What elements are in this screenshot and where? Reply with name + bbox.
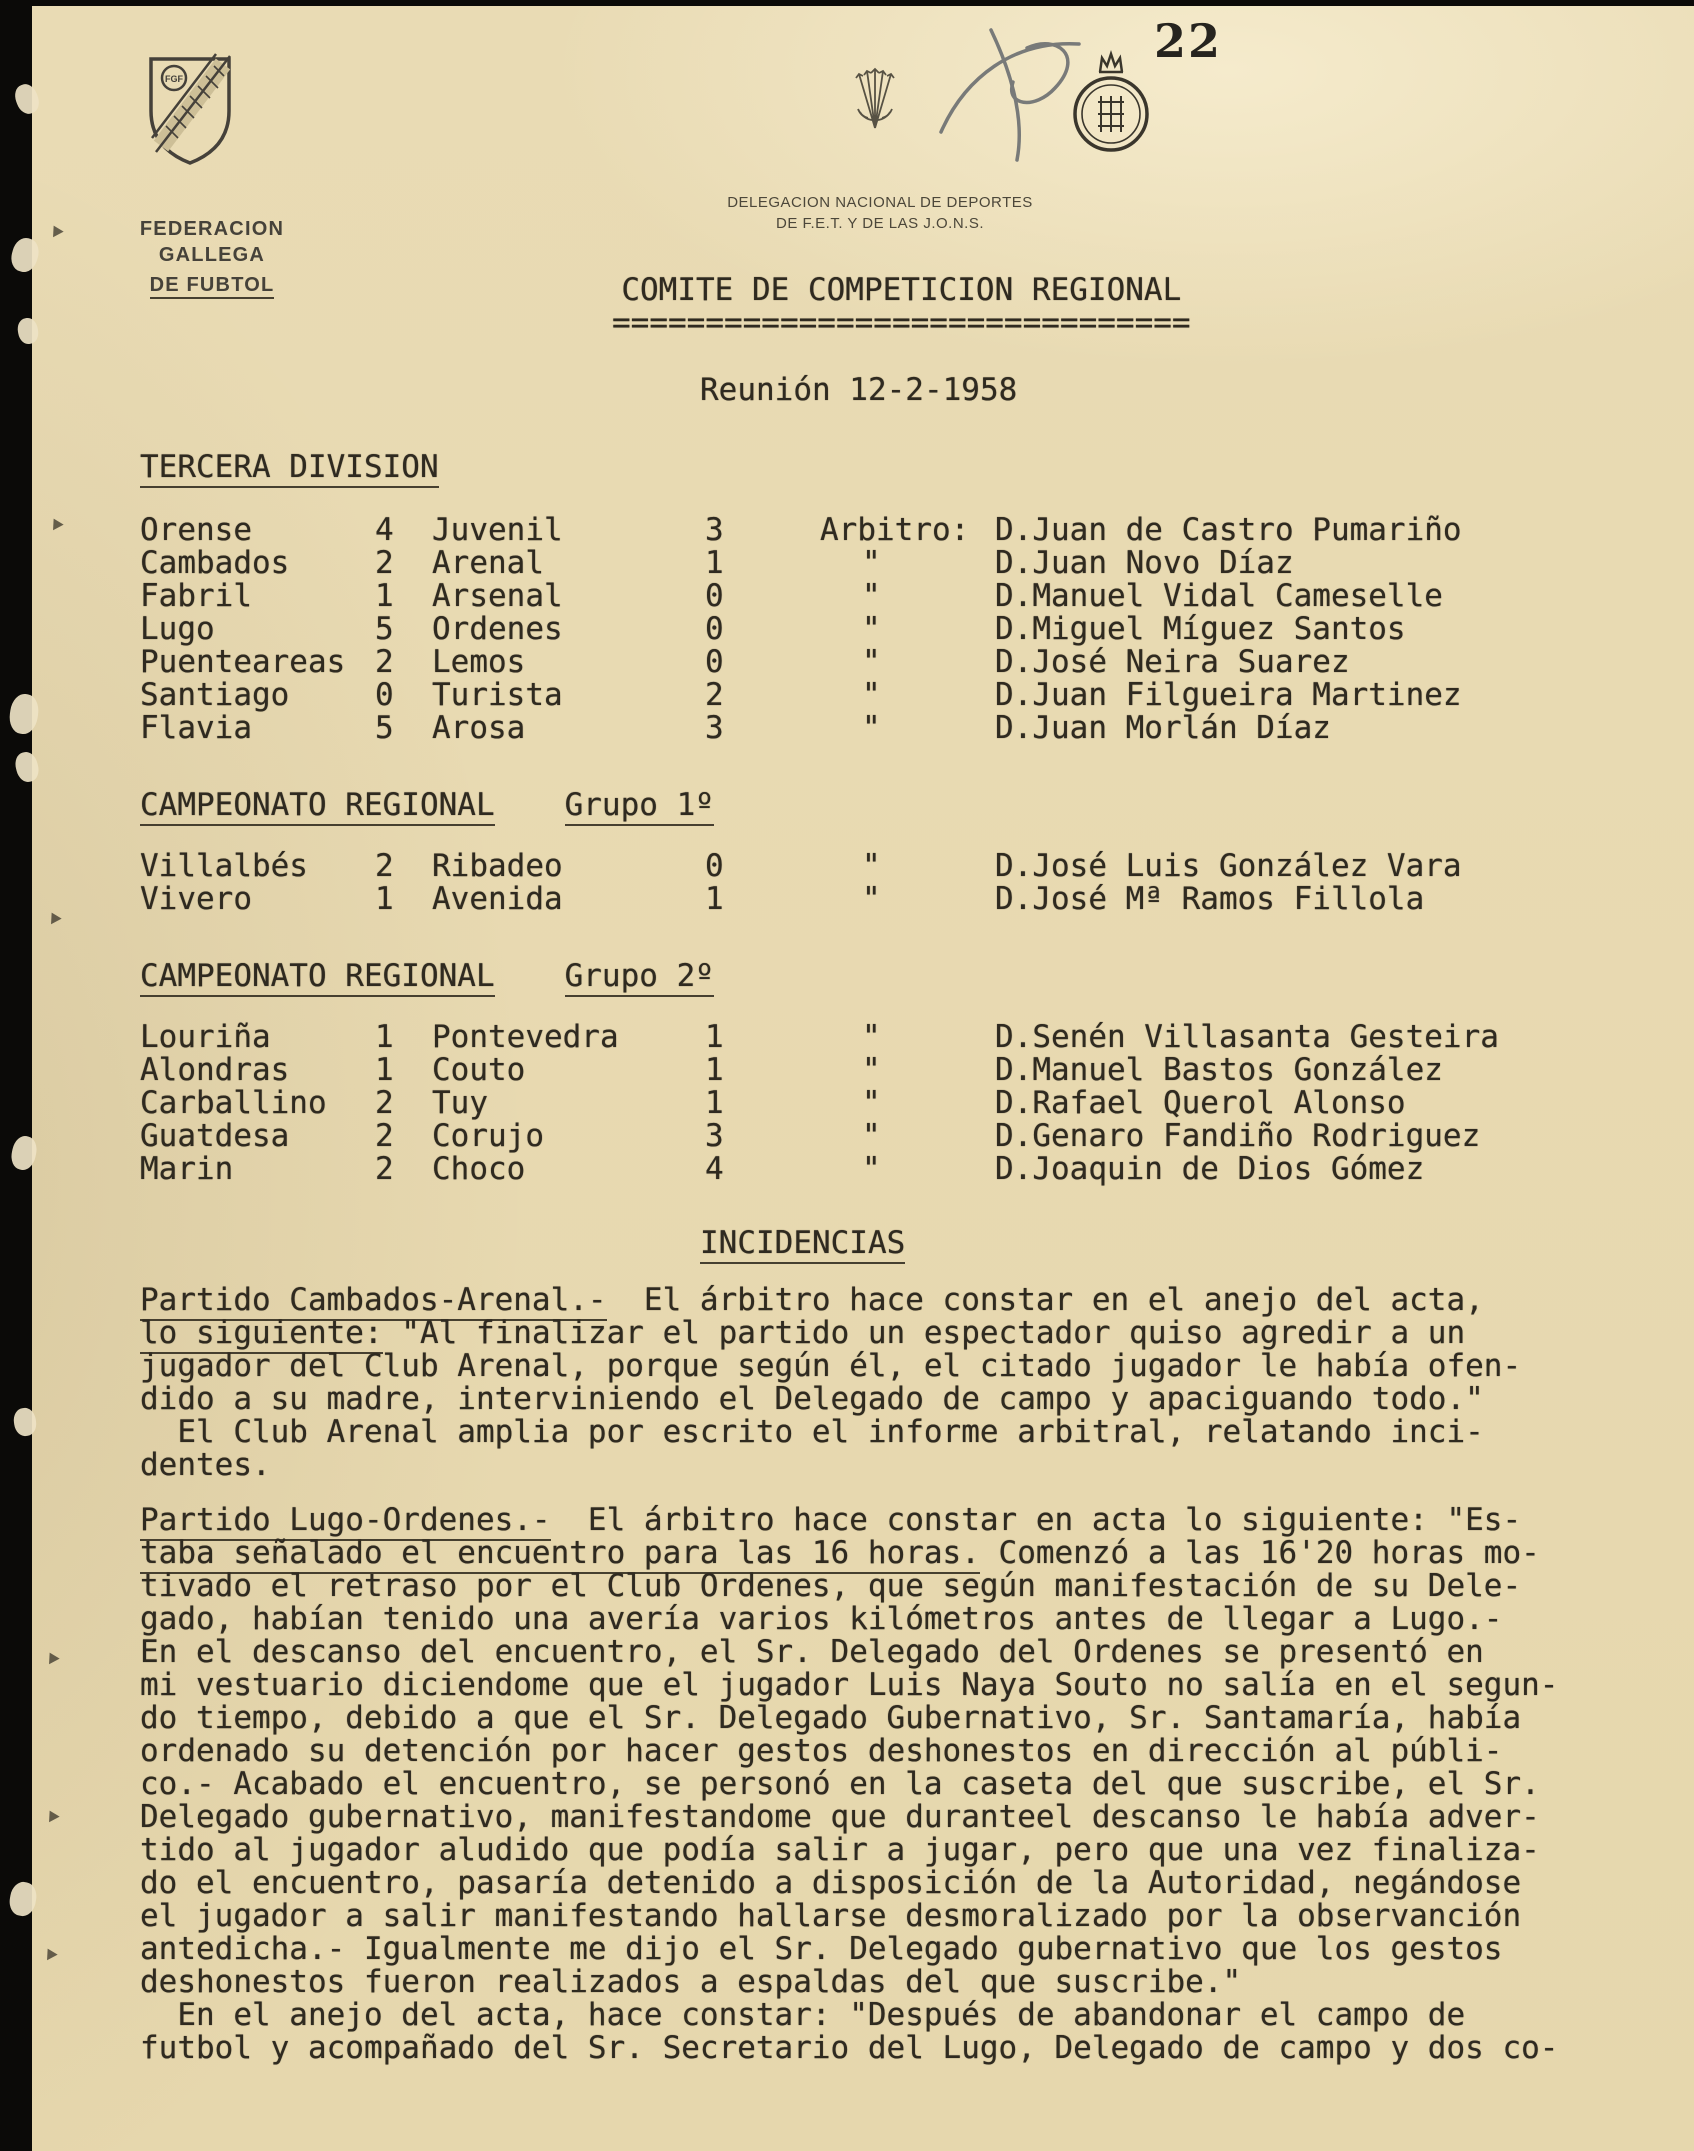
text-line: [140, 1933, 1654, 1966]
title-underline: ===============================: [612, 305, 1191, 341]
line-text: Comenzó a las 16'20 horas mo-: [979, 1535, 1540, 1571]
referee-name: D.Joaquin de Dios Gómez: [995, 1151, 1425, 1187]
document-body: [32, 451, 1694, 2065]
federation-name: [90, 216, 334, 298]
referee-name: D.Rafael Querol Alonso: [995, 1085, 1406, 1121]
text-line: [140, 2032, 1654, 2065]
meeting-date: Reunión 12-2-1958: [700, 372, 1018, 408]
delegation-name-line2: DE F.E.T. Y DE LAS J.O.N.S.: [775, 215, 984, 232]
home-score: 2: [375, 545, 394, 581]
home-team: Flavia: [140, 710, 252, 746]
line-text: el jugador a salir manifestando hallarse desmoralizado por la observanción: [140, 1898, 1522, 1934]
home-score: 5: [375, 710, 394, 746]
arbitro-ditto-mark: ": [862, 545, 881, 581]
away-score: 2: [705, 677, 724, 713]
text-line: [140, 1636, 1654, 1669]
federation-shield-emblem: [144, 52, 236, 170]
arbitro-ditto-mark: ": [862, 848, 881, 884]
text-line: [140, 1449, 1654, 1482]
arbitro-ditto-mark: ": [862, 677, 881, 713]
underlined-text: taba señalado el encuentro para las 16 horas.: [140, 1535, 980, 1574]
match-table: [140, 850, 1654, 916]
match-row: [140, 1087, 1654, 1120]
match-table: [140, 1021, 1654, 1186]
text-line: [140, 1834, 1654, 1867]
text-line: [140, 1768, 1654, 1801]
home-team: Fabril: [140, 578, 252, 614]
match-row: [140, 1120, 1654, 1153]
incidencias-paragraph: [140, 1284, 1654, 1416]
incidencias-paragraphs: [140, 1284, 1654, 2065]
home-score: 1: [375, 881, 394, 917]
home-team: Guatdesa: [140, 1118, 290, 1154]
results-section: [140, 789, 1654, 916]
incidencias-paragraph: [140, 1504, 1654, 1999]
match-row: [140, 883, 1654, 916]
delegation-name-line1: DELEGACION NACIONAL DE DEPORTES: [727, 194, 1033, 211]
referee-name: D.Manuel Bastos González: [995, 1052, 1443, 1088]
referee-name: D.Miguel Míguez Santos: [995, 611, 1406, 647]
arbitro-ditto-mark: ": [862, 710, 881, 746]
match-row: [140, 580, 1654, 613]
line-text: En el anejo del acta, hace constar: "Después de abandonar el campo de: [140, 1997, 1466, 2033]
line-text: gado, habían tenido una avería varios kilómetros antes de llegar a Lugo.-: [140, 1601, 1503, 1637]
away-score: 1: [705, 881, 724, 917]
results-section: [140, 960, 1654, 1186]
text-line: [140, 1416, 1654, 1449]
line-text: Delegado gubernativo, manifestandome que duranteel descanso le había adver-: [140, 1799, 1540, 1835]
away-score: 1: [705, 1085, 724, 1121]
away-team: Ordenes: [432, 611, 563, 647]
document-header: [32, 6, 1694, 451]
home-team: Alondras: [140, 1052, 290, 1088]
referee-name: D.Juan Morlán Díaz: [995, 710, 1331, 746]
text-line: [140, 1603, 1654, 1636]
federation-name-line2: DE FUBTOL: [150, 274, 275, 299]
document-paper: [32, 6, 1694, 2151]
arbitro-label: Arbitro:: [820, 512, 970, 548]
arbitro-ditto-mark: ": [862, 1019, 881, 1055]
match-row: [140, 850, 1654, 883]
home-team: Villalbés: [140, 848, 308, 884]
arbitro-ditto-mark: ": [862, 1118, 881, 1154]
text-line: [140, 1801, 1654, 1834]
away-team: Arsenal: [432, 578, 563, 614]
away-score: 1: [705, 1052, 724, 1088]
line-text: El Club Arenal amplia por escrito el informe arbitral, relatando inci-: [140, 1414, 1484, 1450]
line-text: mi vestuario diciendome que el jugador Luis Naya Souto no salía en el segun-: [140, 1667, 1559, 1703]
arbitro-ditto-mark: ": [862, 578, 881, 614]
text-line: [140, 1284, 1654, 1317]
text-line: [140, 1867, 1654, 1900]
line-text: En el descanso del encuentro, el Sr. Delegado del Ordenes se presentó en: [140, 1634, 1484, 1670]
line-text: dentes.: [140, 1447, 271, 1483]
incidencias-paragraph: [140, 1416, 1654, 1482]
referee-name: D.Juan Novo Díaz: [995, 545, 1294, 581]
text-line: [140, 1900, 1654, 1933]
text-line: [140, 1317, 1654, 1350]
home-score: 4: [375, 512, 394, 548]
home-team: Vivero: [140, 881, 252, 917]
referee-name: D.José Luis González Vara: [995, 848, 1462, 884]
home-team: Marin: [140, 1151, 234, 1187]
away-team: Arosa: [432, 710, 526, 746]
away-score: 3: [705, 1118, 724, 1154]
referee-name: D.José Mª Ramos Fillola: [995, 881, 1425, 917]
line-text: ordenado su detención por hacer gestos deshonestos en dirección al públi-: [140, 1733, 1503, 1769]
away-score: 1: [705, 1019, 724, 1055]
away-score: 0: [705, 611, 724, 647]
home-score: 0: [375, 677, 394, 713]
section-group-label: Grupo 1º: [565, 787, 714, 826]
home-score: 2: [375, 1085, 394, 1121]
home-score: 5: [375, 611, 394, 647]
svg-text:FGF: FGF: [165, 74, 183, 84]
away-team: Ribadeo: [432, 848, 563, 884]
line-text: tido al jugador aludido que podía salir a jugar, pero que una vez finaliza-: [140, 1832, 1540, 1868]
arbitro-ditto-mark: ": [862, 1052, 881, 1088]
line-text: do el encuentro, pasaría detenido a disposición de la Autoridad, negándose: [140, 1865, 1522, 1901]
arbitro-ditto-mark: ": [862, 644, 881, 680]
referee-name: D.Manuel Vidal Cameselle: [995, 578, 1443, 614]
text-line: [140, 1735, 1654, 1768]
away-team: Juvenil: [432, 512, 563, 548]
arbitro-ditto-mark: ": [862, 1151, 881, 1187]
home-score: 1: [375, 1019, 394, 1055]
home-team: Santiago: [140, 677, 290, 713]
home-team: Cambados: [140, 545, 290, 581]
away-team: Avenida: [432, 881, 563, 917]
line-text: co.- Acabado el encuentro, se personó en la caseta del que suscribe, el Sr.: [140, 1766, 1540, 1802]
home-score: 1: [375, 1052, 394, 1088]
title-text: COMITE DE COMPETICION REGIONAL: [621, 272, 1182, 308]
section-heading: [140, 960, 1654, 993]
underlined-text: lo siguiente:: [140, 1315, 383, 1354]
match-row: [140, 712, 1654, 745]
away-team: Couto: [432, 1052, 526, 1088]
line-text: "Al finalizar el partido un espectador quiso agredir a un: [382, 1315, 1466, 1351]
section-heading-text: TERCERA DIVISION: [140, 449, 439, 488]
delegation-name: [715, 192, 1045, 234]
arbitro-ditto-mark: ": [862, 1085, 881, 1121]
arbitro-ditto-mark: ": [862, 611, 881, 647]
home-score: 2: [375, 1151, 394, 1187]
section-heading: [140, 789, 1654, 822]
royal-crest-emblem: [1070, 50, 1152, 158]
match-row: [140, 1021, 1654, 1054]
home-team: Carballino: [140, 1085, 327, 1121]
away-team: Turista: [432, 677, 563, 713]
match-row: [140, 646, 1654, 679]
away-score: 1: [705, 545, 724, 581]
line-text: dido a su madre, interviniendo el Delegado de campo y apaciguando todo.": [140, 1381, 1484, 1417]
section-heading-text: CAMPEONATO REGIONAL: [140, 787, 495, 826]
away-team: Choco: [432, 1151, 526, 1187]
text-line: [140, 1504, 1654, 1537]
referee-name: D.Senén Villasanta Gesteira: [995, 1019, 1499, 1055]
line-text: El árbitro hace constar en acta lo siguiente: "Es-: [550, 1502, 1522, 1538]
away-score: 3: [705, 710, 724, 746]
match-row: [140, 514, 1654, 547]
incidencias-heading-row: [700, 1227, 1654, 1260]
away-team: Corujo: [432, 1118, 544, 1154]
incidencias-heading: INCIDENCIAS: [700, 1225, 905, 1264]
referee-name: D.José Neira Suarez: [995, 644, 1350, 680]
away-score: 4: [705, 1151, 724, 1187]
match-row: [140, 679, 1654, 712]
paragraph-lead: Partido Lugo-Ordenes.-: [140, 1502, 551, 1541]
results-section: [140, 451, 1654, 745]
match-row: [140, 1153, 1654, 1186]
match-row: [140, 1054, 1654, 1087]
away-team: Lemos: [432, 644, 526, 680]
line-text: El árbitro hace constar en el anejo del acta,: [606, 1282, 1484, 1318]
home-score: 2: [375, 1118, 394, 1154]
match-row: [140, 613, 1654, 646]
federation-name-line1: FEDERACION GALLEGA: [139, 218, 285, 266]
line-text: tivado el retraso por el Club Ordenes, que según manifestación de su Dele-: [140, 1568, 1522, 1604]
home-team: Orense: [140, 512, 252, 548]
away-score: 0: [705, 578, 724, 614]
home-team: Puenteareas: [140, 644, 346, 680]
away-team: Pontevedra: [432, 1019, 619, 1055]
away-score: 3: [705, 512, 724, 548]
home-score: 2: [375, 644, 394, 680]
text-line: [140, 1999, 1654, 2032]
referee-name: D.Juan de Castro Pumariño: [995, 512, 1462, 548]
text-line: [140, 1669, 1654, 1702]
incidencias-paragraph: [140, 1999, 1654, 2065]
falange-yoke-arrows-emblem: [852, 66, 898, 132]
away-team: Arenal: [432, 545, 544, 581]
arbitro-ditto-mark: ": [862, 881, 881, 917]
home-team: Lugo: [140, 611, 215, 647]
match-table: [140, 514, 1654, 745]
referee-name: D.Genaro Fandiño Rodriguez: [995, 1118, 1481, 1154]
paragraph-lead: Partido Cambados-Arenal.-: [140, 1282, 607, 1321]
line-text: jugador del Club Arenal, porque según él, el citado jugador le había ofen-: [140, 1348, 1522, 1384]
document-title: [612, 274, 1191, 340]
home-score: 2: [375, 848, 394, 884]
home-team: Louriña: [140, 1019, 271, 1055]
results-area: [140, 451, 1654, 1186]
section-heading-text: CAMPEONATO REGIONAL: [140, 958, 495, 997]
line-text: antedicha.- Igualmente me dijo el Sr. Delegado gubernativo que los gestos: [140, 1931, 1503, 1967]
referee-name: D.Juan Filgueira Martinez: [995, 677, 1462, 713]
line-text: futbol y acompañado del Sr. Secretario del Lugo, Delegado de campo y dos co-: [140, 2030, 1559, 2066]
section-heading: [140, 451, 1654, 484]
section-group-label: Grupo 2º: [565, 958, 714, 997]
text-line: [140, 1702, 1654, 1735]
line-text: do tiempo, debido a que el Sr. Delegado Gubernativo, Sr. Santamaría, había: [140, 1700, 1522, 1736]
text-line: [140, 1537, 1654, 1570]
page-number: 22: [1154, 14, 1223, 68]
text-line: [140, 1570, 1654, 1603]
text-line: [140, 1383, 1654, 1416]
away-team: Tuy: [432, 1085, 488, 1121]
away-score: 0: [705, 848, 724, 884]
text-line: [140, 1966, 1654, 1999]
home-score: 1: [375, 578, 394, 614]
match-row: [140, 547, 1654, 580]
line-text: deshonestos fueron realizados a espaldas del que suscribe.": [140, 1964, 1242, 2000]
away-score: 0: [705, 644, 724, 680]
text-line: [140, 1350, 1654, 1383]
